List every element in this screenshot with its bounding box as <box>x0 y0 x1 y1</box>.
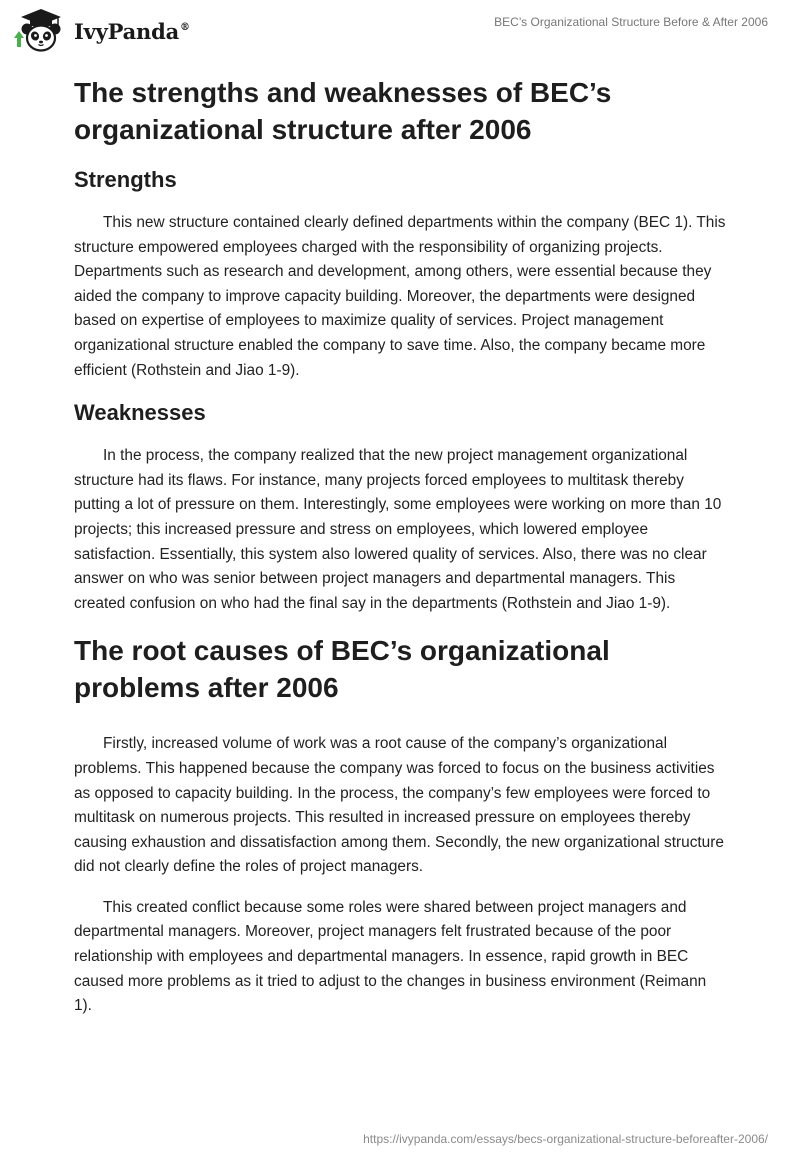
subheading-weaknesses: Weaknesses <box>74 400 206 426</box>
document-title: BEC’s Organizational Structure Before & After 2006 <box>494 15 768 29</box>
section-heading-root-causes: The root causes of BEC’s organizational problems after 2006 <box>74 635 610 704</box>
paragraph-weaknesses: In the process, the company realized that the new project management organizational structure had its flaws. For instance, many projects forced employees to multitask thereby putting a lot of pressure on them. Interestingly, some employees were working on more than 10 projects; this increased pressure and stress on employees, which lowered employee satisfaction. Essentially, this system also lowered quality of services. Also, there was no clear answer on who was senior between project managers and departmental managers. This created confusion on who had the final say in the departments (Rothstein and Jiao 1-9). <box>74 447 722 612</box>
brand-name: IvyPanda® <box>74 18 190 44</box>
paragraph-root-causes-1: Firstly, increased volume of work was a root cause of the company’s organizational problems. This happened because the company was forced to focus on the business activities as opposed to capacity building. In the process, the company’s few employees were forced to multitask on numerous projects. This resulted in increased pressure on employees thereby causing exhaustion and dissatisfaction among them. Secondly, the new organizational structure did not clearly define the roles of project managers. <box>74 735 724 876</box>
panda-graduation-cap-icon <box>14 7 68 55</box>
article-body <box>74 74 726 1035</box>
source-url[interactable]: https://ivypanda.com/essays/becs-organizational-structure-beforeafter-2006/ <box>363 1132 768 1146</box>
page-header <box>0 0 800 60</box>
section-heading-strengths-weaknesses: The strengths and weaknesses of BEC’s organizational structure after 2006 <box>74 77 612 145</box>
logo[interactable] <box>14 7 190 55</box>
paragraph-root-causes-2: This created conflict because some roles were shared between project managers and departmental managers. Moreover, project managers felt frustrated because of the poor relationship with employees and departmental managers. In essence, rapid growth in BEC caused more problems as it tried to adjust to the changes in business environment (Reimann 1). <box>74 898 707 1015</box>
subheading-strengths: Strengths <box>74 167 177 192</box>
paragraph-strengths: This new structure contained clearly defined departments within the company (BEC 1). This structure empowered employees charged with the responsibility of organizing projects. Departments such as research and development, among others, were essential because they aided the company to improve capacity building. Moreover, the departments were designed based on expertise of employees to maximize quality of services. Project management organizational structure enabled the company to save time. Also, the company became more efficient (Rothstein and Jiao 1-9). <box>74 214 726 379</box>
